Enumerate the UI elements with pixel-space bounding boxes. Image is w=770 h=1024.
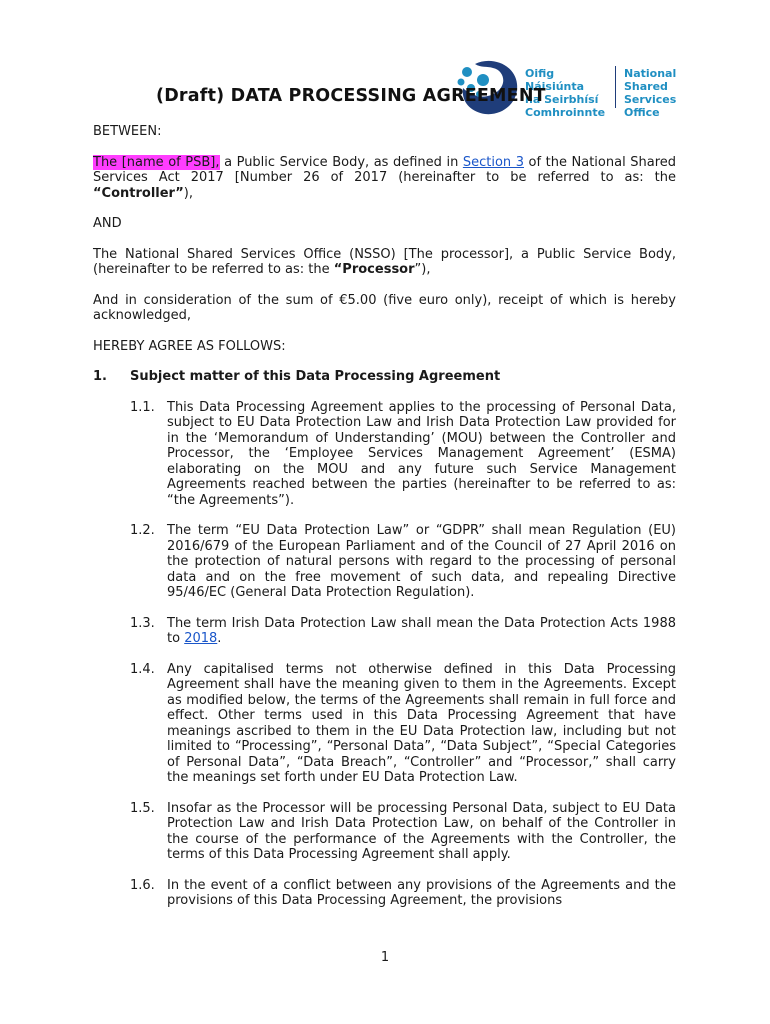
clause-number: 1.6. (130, 877, 155, 893)
party-controller-text: a Public Service Body, as defined in (219, 154, 463, 170)
clause-number: 1.4. (130, 661, 155, 677)
clause-text: Any capitalised terms not otherwise defined in this Data Processing Agreement shall have the meaning given to them in the Agreements. Except as modified below, the terms of the Agreements shall remain in full force and effect. Other terms used in this Data Processing Agreement that have meanings ascribed to them in the EU Data Protection law, including but not limited to “Processing”, “Personal Data”, “Data Subject”, “Special Categories of Personal Data”, “Data Breach”, “Controller” and “Processor,” shall carry the meanings set forth under EU Data Protection Law. (167, 661, 676, 785)
processor-term: “Processor (333, 262, 415, 277)
agree-label: HEREBY AGREE AS FOLLOWS: (93, 338, 286, 354)
clause-number: 1.2. (130, 523, 155, 538)
clause-1-1 (93, 400, 676, 509)
psb-name-highlight: The [name of PSB], (93, 154, 220, 170)
section-title: Subject matter of this Data Processing Agreement (130, 369, 501, 384)
clause-text: This Data Processing Agreement applies to the processing of Personal Data, subject to EU Data Protection Law and Irish Data Protection Law provided for in the ‘Memorandum of Understanding’ (MOU) between the Controller and Processor, the ‘Employee Services Management Agreement’ (ESMA) elaborating on the MOU and any future such Service Management Agreements reached between the parties (hereinafter to be referred to as: “the Agreements”). (167, 399, 676, 508)
logo-english-text (624, 67, 724, 119)
clause-1-5 (93, 801, 676, 863)
logo-english-line: Office (624, 106, 660, 119)
clause-1-2 (93, 523, 676, 601)
clause-1-3 (93, 616, 676, 647)
logo-english-line: Shared Services (624, 80, 677, 106)
section-number: 1. (93, 369, 107, 384)
logo-irish-line: Comhroinnte (525, 106, 606, 119)
controller-term: “Controller” (93, 185, 184, 201)
clause-number: 1.1. (130, 399, 155, 415)
party-processor-text: The National Shared Services Office (NSSO) [The processor], a Public Service Body, (hereinafter to be referred to as: the (93, 246, 676, 277)
year-2018-link[interactable]: 2018 (184, 631, 218, 646)
logo-irish-line: na Seirbhísí (525, 93, 599, 106)
logo-english-line: National (624, 67, 677, 80)
and-label: AND (93, 216, 122, 231)
logo-irish-line: Oifig Náisiúnta (525, 67, 585, 93)
clause-text: In the event of a conflict between any provisions of the Agreements and the provisions of this Data Processing Agreement, the provisions (167, 877, 676, 908)
clause-number: 1.3. (130, 615, 155, 631)
clause-text: Insofar as the Processor will be processing Personal Data, subject to EU Data Protection Law and Irish Data Protection Law, on behalf of the Controller in the course of the performance of the Agreements with the Controller, the terms of this Data Processing Agreement shall apply. (167, 800, 676, 862)
clause-text-part: The term Irish Data Protection Law shall mean the Data Protection Acts 1988 to (167, 615, 676, 646)
party-controller-text: ), (183, 185, 193, 201)
party-processor-text: ”), (414, 262, 431, 277)
clause-1-6 (93, 878, 676, 909)
section-3-link[interactable]: Section 3 (462, 154, 524, 170)
page-number: 1 (380, 950, 390, 965)
document-body (93, 124, 676, 909)
section-1-heading (93, 369, 676, 385)
party-processor (93, 247, 676, 278)
clause-1-4 (93, 662, 676, 786)
document-title: (Draft) DATA PROCESSING AGREEMENT (156, 86, 546, 106)
party-controller (93, 155, 676, 202)
clause-text (167, 616, 676, 647)
clause-number: 1.5. (130, 800, 155, 816)
clause-text: The term “EU Data Protection Law” or “GDPR” shall mean Regulation (EU) 2016/679 of the European Parliament and of the Council of 27 April 2016 on the protection of natural persons with regard to the processing of personal data and on the free movement of such data, and repealing Directive 95/46/EC (General Data Protection Regulation). (167, 523, 676, 600)
clause-text-part: . (217, 631, 222, 646)
logo-divider (615, 66, 616, 108)
consideration-clause: And in consideration of the sum of €5.00 (five euro only), receipt of which is hereby acknowledged, (93, 292, 676, 323)
party-controller-text: of the National Shared Services Act 2017 [Number 26 of 2017 (hereinafter to be referred to as: the (93, 154, 676, 185)
between-label: BETWEEN: (93, 124, 162, 139)
